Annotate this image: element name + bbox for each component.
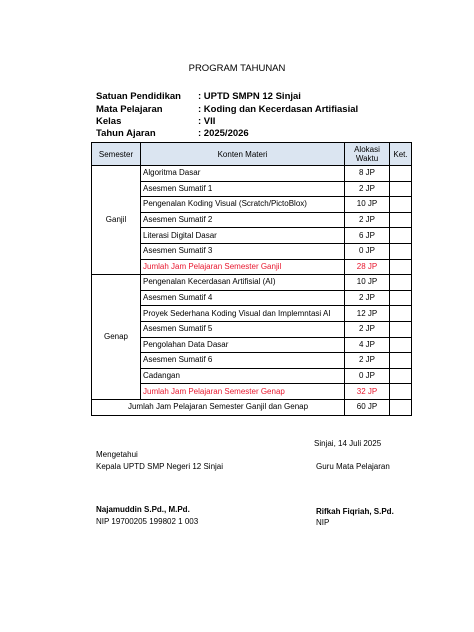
ket-cell: [390, 259, 412, 275]
header-semester: Semester: [92, 143, 141, 166]
program-table: [91, 142, 412, 416]
materi-cell: Asesmen Sumatif 3: [141, 243, 345, 259]
info-value: : Koding dan Kecerdasan Artifiasial: [198, 104, 359, 115]
header-keterangan: Ket.: [390, 143, 412, 166]
info-label: Mata Pelajaran: [96, 104, 163, 115]
ket-cell: [390, 337, 412, 353]
ket-cell: [390, 181, 412, 197]
genap-total-jp: 32 JP: [345, 384, 390, 400]
ket-cell: [390, 384, 412, 400]
info-label: Kelas: [96, 116, 122, 127]
jp-cell: 12 JP: [345, 306, 390, 322]
grand-total-label: Jumlah Jam Pelajaran Semester Ganjil dan Genap: [92, 399, 345, 415]
table-row: [92, 166, 412, 182]
jp-cell: 6 JP: [345, 228, 390, 244]
jp-cell: 2 JP: [345, 181, 390, 197]
table-header-row: [92, 143, 412, 166]
materi-cell: Literasi Digital Dasar: [141, 228, 345, 244]
headmaster-role: Kepala UPTD SMP Negeri 12 Sinjai: [96, 462, 224, 471]
header-alokasi-waktu: [345, 143, 390, 166]
ket-cell: [390, 290, 412, 306]
ket-cell: [390, 399, 412, 415]
info-label: Tahun Ajaran: [96, 128, 156, 139]
materi-cell: Pengenalan Koding Visual (Scratch/PictoBlox): [141, 197, 345, 213]
materi-cell: Cadangan: [141, 368, 345, 384]
semester-genap-cell: Genap: [92, 275, 141, 400]
jp-cell: 8 JP: [345, 166, 390, 182]
ket-cell: [390, 243, 412, 259]
place-date: Sinjai, 14 Juli 2025: [314, 439, 382, 448]
materi-cell: Asesmen Sumatif 5: [141, 321, 345, 337]
ket-cell: [390, 212, 412, 228]
jp-cell: 4 JP: [345, 337, 390, 353]
info-row: [0, 128, 474, 140]
header-alokasi-line2: Waktu: [355, 154, 379, 163]
ket-cell: [390, 166, 412, 182]
materi-cell: Asesmen Sumatif 4: [141, 290, 345, 306]
ket-cell: [390, 368, 412, 384]
headmaster-name: Najamuddin S.Pd., M.Pd.: [96, 505, 190, 514]
ganjil-total-jp: 28 JP: [345, 259, 390, 275]
header-alokasi-line1: Alokasi: [354, 145, 380, 154]
ket-cell: [390, 306, 412, 322]
header-konten-materi: Konten Materi: [141, 143, 345, 166]
teacher-role: Guru Mata Pelajaran: [316, 462, 390, 471]
info-value: : VII: [198, 116, 216, 127]
jp-cell: 2 JP: [345, 321, 390, 337]
ket-cell: [390, 275, 412, 291]
ket-cell: [390, 353, 412, 369]
info-value: : 2025/2026: [198, 128, 249, 139]
mengetahui-label: Mengetahui: [96, 450, 138, 459]
jp-cell: 10 JP: [345, 275, 390, 291]
materi-cell: Pengenalan Kecerdasan Artifisial (AI): [141, 275, 345, 291]
materi-cell: Asesmen Sumatif 2: [141, 212, 345, 228]
grand-total-row: [92, 399, 412, 415]
materi-cell: Algoritma Dasar: [141, 166, 345, 182]
headmaster-nip: NIP 19700205 199802 1 003: [96, 517, 199, 526]
jp-cell: 0 JP: [345, 368, 390, 384]
jp-cell: 2 JP: [345, 353, 390, 369]
info-row: [0, 91, 474, 103]
info-value: : UPTD SMPN 12 Sinjai: [198, 91, 301, 102]
ganjil-total-label: Jumlah Jam Pelajaran Semester Ganjil: [141, 259, 345, 275]
table-row: [92, 275, 412, 291]
ket-cell: [390, 228, 412, 244]
info-label: Satuan Pendidikan: [96, 91, 181, 102]
jp-cell: 0 JP: [345, 243, 390, 259]
genap-total-label: Jumlah Jam Pelajaran Semester Genap: [141, 384, 345, 400]
materi-cell: Asesmen Sumatif 1: [141, 181, 345, 197]
document-title: PROGRAM TAHUNAN: [188, 63, 286, 74]
ket-cell: [390, 197, 412, 213]
jp-cell: 10 JP: [345, 197, 390, 213]
materi-cell: Proyek Sederhana Koding Visual dan Implemntasi AI: [141, 306, 345, 322]
info-row: [0, 116, 474, 128]
info-row: [0, 104, 474, 116]
semester-ganjil-cell: Ganjil: [92, 166, 141, 275]
teacher-name: Rifkah Fiqriah, S.Pd.: [316, 507, 394, 516]
materi-cell: Pengolahan Data Dasar: [141, 337, 345, 353]
ket-cell: [390, 321, 412, 337]
jp-cell: 2 JP: [345, 212, 390, 228]
grand-total-jp: 60 JP: [345, 399, 390, 415]
jp-cell: 2 JP: [345, 290, 390, 306]
materi-cell: Asesmen Sumatif 6: [141, 353, 345, 369]
teacher-nip: NIP: [316, 518, 330, 527]
